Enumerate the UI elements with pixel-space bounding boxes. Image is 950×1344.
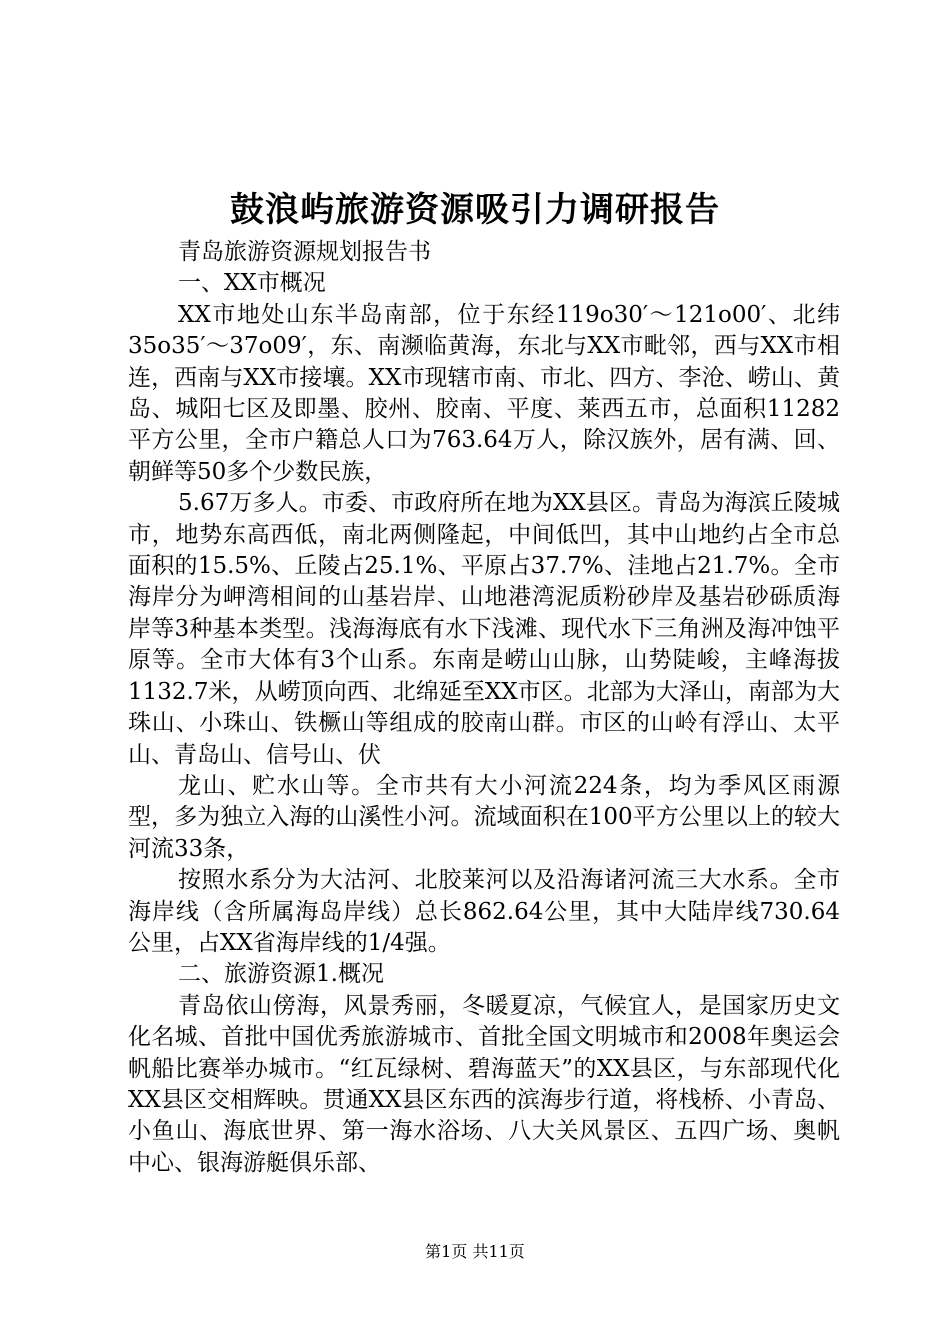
paragraph-location: XX市地处山东半岛南部，位于东经119o30′～121o00′、北纬35o35′～37o09′，东、南濒临黄海，东北与XX市毗邻，西与XX市相连，西南与XX市接壤。XX市现辖市南、市北、四方、李沧、崂山、黄岛、城阳七区及即墨、胶州、胶南、平度、莱西五市，总面积11282平方公里，全市户籍总人口为763.64万人，除汉族外，居有满、回、朝鲜等50多个少数民族， — [128, 301, 840, 485]
paragraph-section-heading-2: 二、旅游资源1.概况 — [178, 961, 384, 988]
paragraph-subtitle: 青岛旅游资源规划报告书 — [178, 239, 431, 265]
paragraph-water-systems: 按照水系分为大沽河、北胶莱河以及沿海诸河流三大水系。全市海岸线（含所属海岛岸线）总长862.64公里，其中大陆岸线730.64公里，占XX省海岸线的1/4强。 — [128, 867, 840, 956]
paragraph-rivers: 龙山、贮水山等。全市共有大小河流224条，均为季风区雨源型，多为独立入海的山溪性小河。流域面积在100平方公里以上的较大河流33条， — [128, 772, 840, 862]
page-footer: 第1页 共11页 — [425, 1242, 525, 1261]
paragraph-section-heading-1: 一、XX市概况 — [178, 270, 326, 297]
document-body — [128, 237, 840, 1179]
document-title: 鼓浪屿旅游资源吸引力调研报告 — [230, 190, 720, 230]
paragraph-terrain: 5.67万多人。市委、市政府所在地为XX县区。青岛为海滨丘陵城市，地势东高西低，南北两侧隆起，中间低凹，其中山地约占全市总面积的15.5%、丘陵占25.1%、平原占37.7%、洼地占21.7%。全市海岸分为岬湾相间的山基岩岸、山地港湾泥质粉砂岸及基岩砂砾质海岸等3种基本类型。浅海海底有水下浅滩、现代水下三角洲及海冲蚀平原等。全市大体有3个山系。东南是崂山山脉，山势陡峻，主峰海拔1132.7米，从崂顶向西、北绵延至XX市区。北部为大泽山，南部为大珠山、小珠山、铁橛山等组成的胶南山群。市区的山岭有浮山、太平山、青岛山、信号山、伏 — [128, 490, 840, 768]
paragraph-tourism-overview: 青岛依山傍海，风景秀丽，冬暖夏凉，气候宜人，是国家历史文化名城、首批中国优秀旅游城市、首批全国文明城市和2008年奥运会帆船比赛举办城市。“红瓦绿树、碧海蓝天”的XX县区，与东部现代化XX县区交相辉映。贯通XX县区东西的滨海步行道，将栈桥、小青岛、小鱼山、海底世界、第一海水浴场、八大关风景区、五四广场、奥帆中心、银海游艇俱乐部、 — [128, 992, 840, 1176]
